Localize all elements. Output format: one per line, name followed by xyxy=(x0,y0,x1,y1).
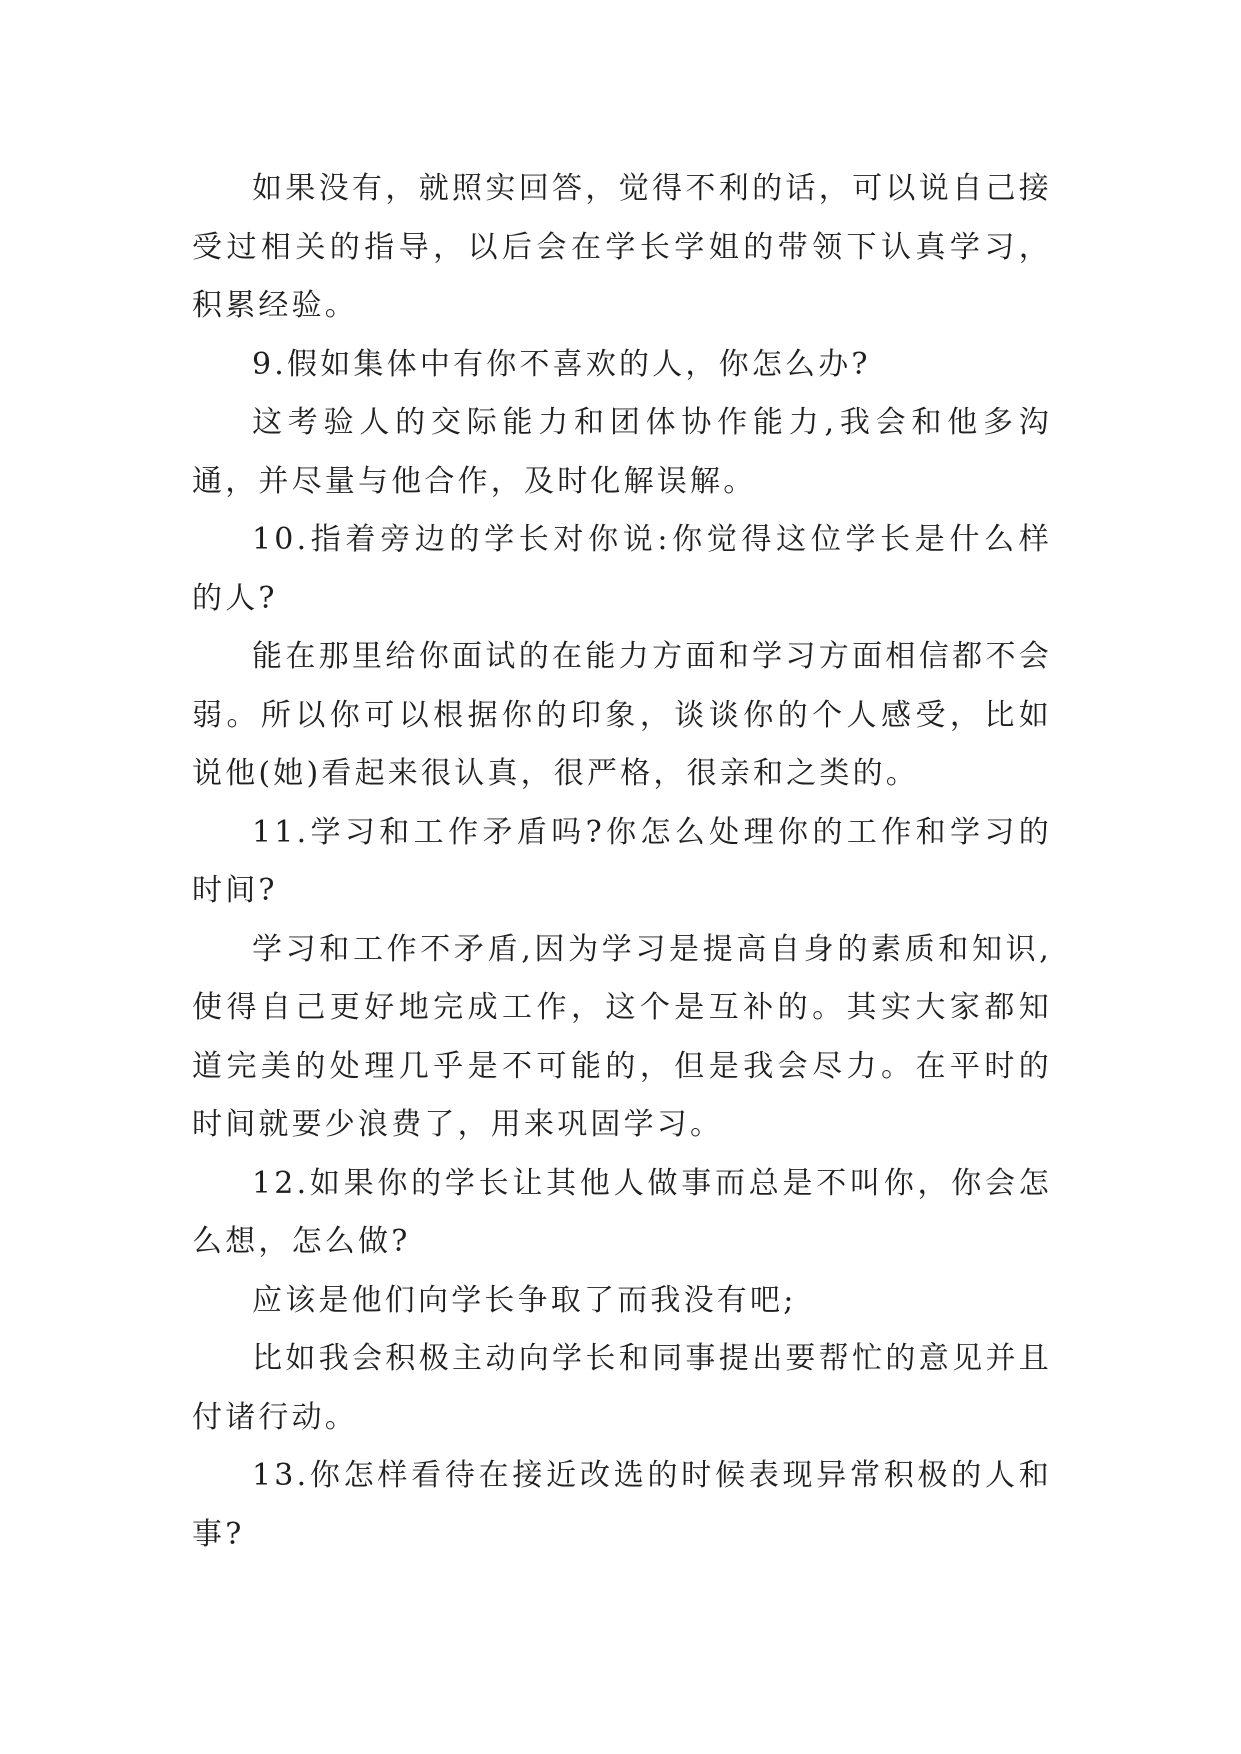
answer-paragraph: 比如我会积极主动向学长和同事提出要帮忙的意见并且付诸行动。 xyxy=(192,1341,1052,1435)
answer-paragraph: 这考验人的交际能力和团体协作能力,我会和他多沟通，并尽量与他合作，及时化解误解。 xyxy=(192,405,1052,499)
question-paragraph: 10.指着旁边的学长对你说:你觉得这位学长是什么样的人? xyxy=(192,522,1052,616)
question-paragraph: 12.如果你的学长让其他人做事而总是不叫你，你会怎么想，怎么做? xyxy=(192,1165,1052,1259)
answer-paragraph: 如果没有，就照实回答，觉得不利的话，可以说自己接受过相关的指导，以后会在学长学姐的带领下认真学习，积累经验。 xyxy=(192,171,1052,323)
question-paragraph: 9.假如集体中有你不喜欢的人，你怎么办? xyxy=(252,346,871,382)
answer-paragraph: 能在那里给你面试的在能力方面和学习方面相信都不会弱。所以你可以根据你的印象，谈谈你的个人感受，比如说他(她)看起来很认真，很严格，很亲和之类的。 xyxy=(192,639,1052,791)
answer-paragraph: 学习和工作不矛盾,因为学习是提高自身的素质和知识,使得自己更好地完成工作，这个是互补的。其实大家都知道完美的处理几乎是不可能的，但是我会尽力。在平时的时间就要少浪费了，用来巩固学习。 xyxy=(192,931,1052,1142)
question-paragraph: 11.学习和工作矛盾吗?你怎么处理你的工作和学习的时间? xyxy=(192,814,1052,908)
document-body xyxy=(192,160,1052,1564)
question-paragraph: 13.你怎样看待在接近改选的时候表现异常积极的人和事? xyxy=(192,1458,1052,1552)
answer-paragraph: 应该是他们向学长争取了而我没有吧; xyxy=(252,1282,797,1318)
